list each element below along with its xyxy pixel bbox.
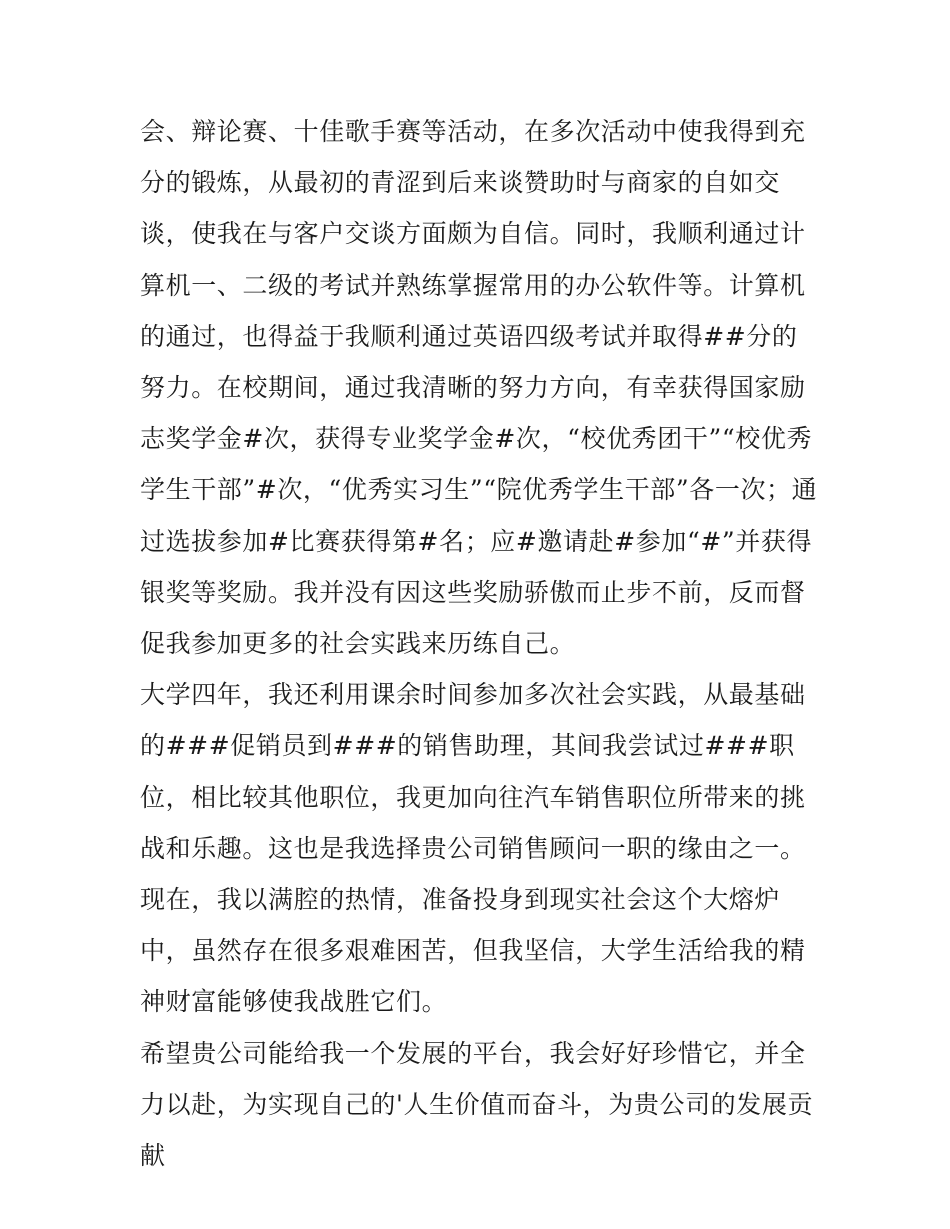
- paragraph-4: 希望贵公司能给我一个发展的平台，我会好好珍惜它，并全力以赴，为实现自己的'人生价值而奋斗，为贵公司的发展贡献: [140, 1038, 814, 1171]
- document-body: [140, 106, 820, 1181]
- paragraph-1: 会、辩论赛、十佳歌手赛等活动，在多次活动中使我得到充分的锻炼，从最初的青涩到后来谈赞助时与商家的自如交谈，使我在与客户交谈方面颇为自信。同时，我顺利通过计算机一、二级的考试并熟练掌握常用的办公软件等。计算机的通过，也得益于我顺利通过英语四级考试并取得##分的努力。在校期间，通过我清晰的努力方向，有幸获得国家励志奖学金#次，获得专业奖学金#次，“校优秀团干”“校优秀学生干部”#次，“优秀实习生”“院优秀学生干部”各一次；通过选拔参加#比赛获得第#名；应#邀请赴#参加“#”并获得银奖等奖励。我并没有因这些奖励骄傲而止步不前，反而督促我参加更多的社会实践来历练自己。: [140, 117, 818, 659]
- paragraph-2: 大学四年，我还利用课余时间参加多次社会实践，从最基础的###促销员到###的销售助理，其间我尝试过###职位，相比较其他职位，我更加向往汽车销售职位所带来的挑战和乐趣。这也是我选择贵公司销售顾问一职的缘由之一。: [140, 680, 806, 863]
- paragraph-3: 现在，我以满腔的热情，准备投身到现实社会这个大熔炉中，虽然存在很多艰难困苦，但我坚信，大学生活给我的精神财富能够使我战胜它们。: [140, 885, 806, 1017]
